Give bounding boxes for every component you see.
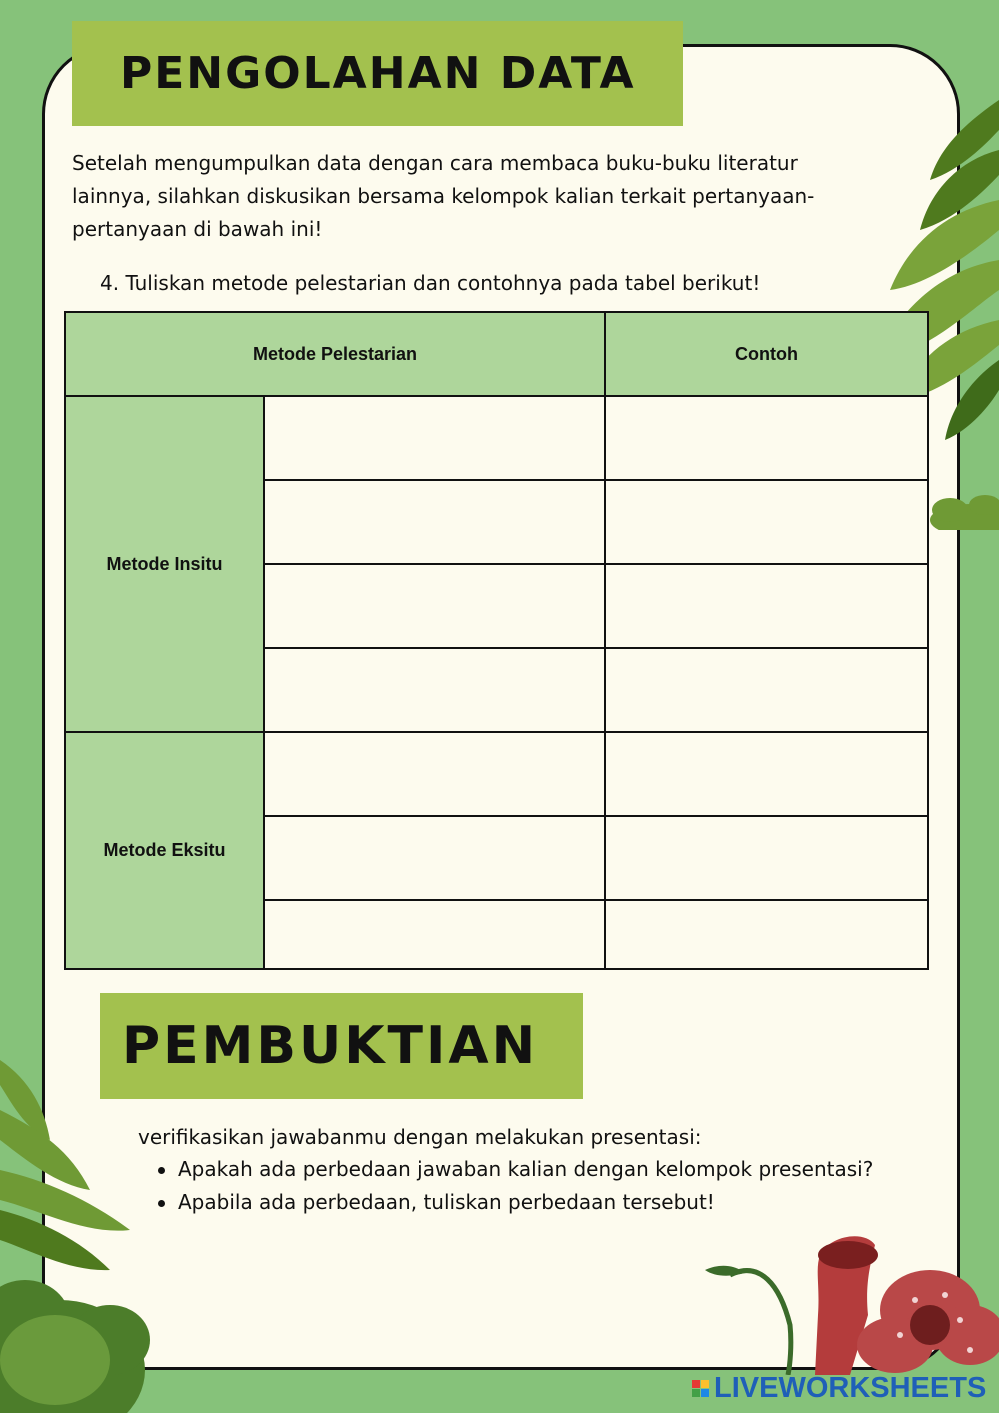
list-item: Apakah ada perbedaan jawaban kalian dengan kelompok presentasi? bbox=[158, 1153, 948, 1186]
eksitu-method-cell-1[interactable] bbox=[264, 732, 605, 816]
insitu-example-cell-4[interactable] bbox=[605, 648, 928, 732]
header-banner bbox=[72, 21, 683, 126]
rafflesia-plant-icon bbox=[700, 1225, 999, 1375]
intro-paragraph: Setelah mengumpulkan data dengan cara membaca buku-buku literatur lainnya, silahkan diskusikan bersama kelompok kalian terkait pertanyaan-pertanyaan di bawah ini! bbox=[72, 151, 815, 241]
header-contoh: Contoh bbox=[605, 312, 928, 396]
verify-lead: verifikasikan jawabanmu dengan melakukan presentasi: bbox=[138, 1125, 702, 1149]
insitu-example-cell-2[interactable] bbox=[605, 480, 928, 564]
list-item: Apabila ada perbedaan, tuliskan perbedaan tersebut! bbox=[158, 1186, 948, 1219]
page-title: PENGOLAHAN DATA bbox=[120, 48, 636, 99]
section-title: PEMBUKTIAN bbox=[122, 1016, 539, 1076]
eksitu-method-cell-2[interactable] bbox=[264, 816, 605, 900]
liveworksheets-logo bbox=[692, 1372, 986, 1405]
insitu-method-cell-2[interactable] bbox=[264, 480, 605, 564]
insitu-example-cell-1[interactable] bbox=[605, 396, 928, 480]
eksitu-example-cell-1[interactable] bbox=[605, 732, 928, 816]
insitu-method-cell-3[interactable] bbox=[264, 564, 605, 648]
eksitu-example-cell-2[interactable] bbox=[605, 816, 928, 900]
logo-squares-icon bbox=[692, 1380, 709, 1397]
insitu-method-cell-4[interactable] bbox=[264, 648, 605, 732]
group-label-insitu: Metode Insitu bbox=[65, 396, 264, 732]
insitu-method-cell-1[interactable] bbox=[264, 396, 605, 480]
insitu-example-cell-3[interactable] bbox=[605, 564, 928, 648]
group-label-eksitu: Metode Eksitu bbox=[65, 732, 264, 969]
preservation-table bbox=[64, 311, 929, 970]
brand-text: LIVEWORKSHEETS bbox=[714, 1372, 987, 1404]
header-metode-pelestarian: Metode Pelestarian bbox=[65, 312, 605, 396]
section-banner-pembuktian bbox=[100, 993, 583, 1099]
verify-list bbox=[158, 1153, 948, 1219]
eksitu-example-cell-3[interactable] bbox=[605, 900, 928, 969]
eksitu-method-cell-3[interactable] bbox=[264, 900, 605, 969]
question-text: 4. Tuliskan metode pelestarian dan contohnya pada tabel berikut! bbox=[100, 271, 761, 295]
